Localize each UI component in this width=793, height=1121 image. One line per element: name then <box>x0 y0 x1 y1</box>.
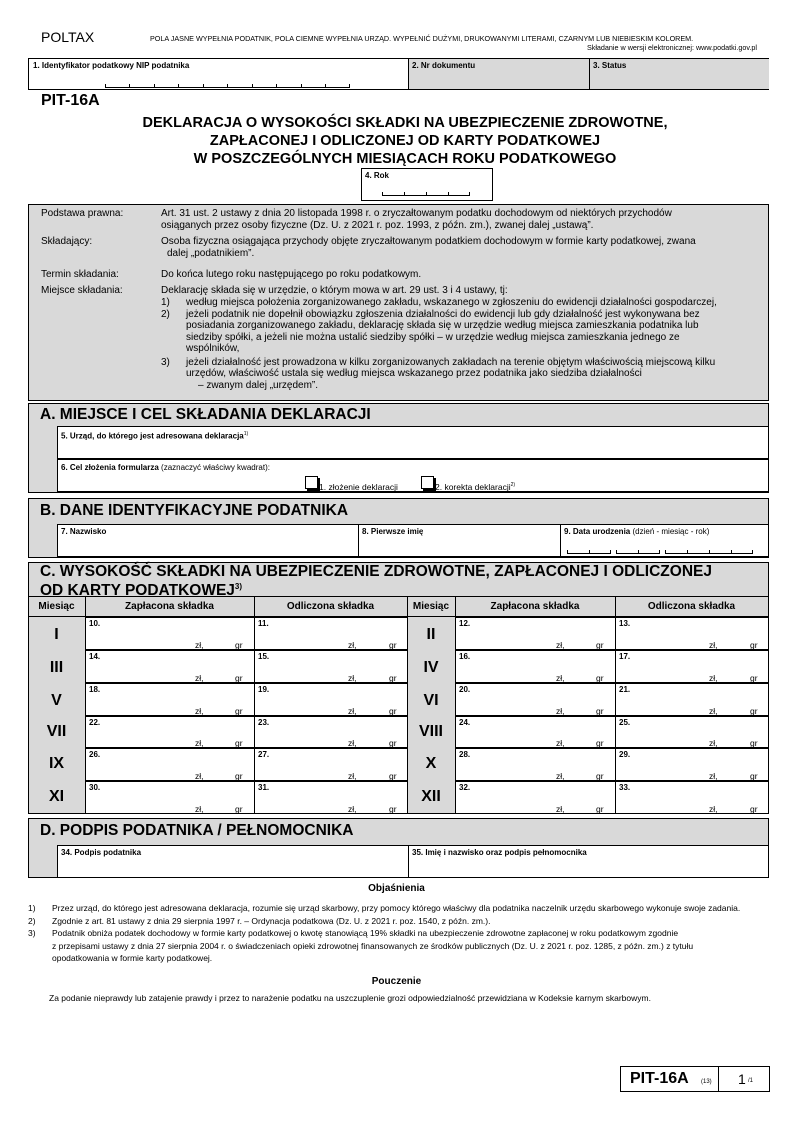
brand-logo: POLTAX <box>41 29 95 45</box>
basis-label: Podstawa prawna: <box>41 208 124 219</box>
place-items <box>161 297 757 391</box>
month-label: VIII <box>418 723 443 740</box>
basis-text-2: osiąganych przez osoby fizyczne (Dz. U. z 2021 r. poz. 1993, z późn. zm.), zwanej dalej „ustawą”. <box>161 220 594 231</box>
contributions-table-body <box>28 617 769 814</box>
contributions-table-header <box>28 596 769 617</box>
first-name-label: 8. Pierwsze imię <box>362 527 424 536</box>
deducted-contribution-field[interactable]: 31. zł, gr <box>254 781 408 814</box>
submitter-text-2: dalej „podatnikiem”. <box>167 248 255 259</box>
doc-number-label: 2. Nr dokumentu <box>412 61 476 70</box>
note-item: 2) Zgodnie z art. 81 ustawy z dnia 29 sierpnia 1997 r. – Ordynacja podatkowa (Dz. U. z 2021 r. poz. 1540, z późn. zm.). <box>28 915 491 926</box>
taxpayer-signature-label: 34. Podpis podatnika <box>61 848 142 857</box>
note-item: 1) Przez urząd, do którego jest adresowana deklaracja, rozumie się urząd skarbowy, przy pomocy którego właściwy dla podatnika naczelnik urzędu skarbowego wykonuje swoje zadania. <box>28 903 741 913</box>
footer-form-version: (13) <box>701 1079 712 1085</box>
footer-page-total: /1 <box>748 1078 754 1084</box>
paid-contribution-field[interactable]: 18. zł, gr <box>85 683 255 716</box>
paid-contribution-field[interactable]: 30. zł, gr <box>85 781 255 814</box>
warning-text: Za podanie nieprawdy lub zatajenie prawdy i przez to narażenie podatku na uszczuplenie grozi odpowiedzialność przewidziana w Kodeksie karnym skarbowym. <box>49 993 651 1003</box>
form-title-line2: ZAPŁACONEJ I ODLICZONEJ OD KARTY PODATKOWEJ <box>209 133 601 149</box>
submitter-label: Składający: <box>41 236 93 247</box>
section-d-title: D. PODPIS PODATNIKA / PEŁNOMOCNIKA <box>40 822 354 839</box>
paid-contribution-field[interactable]: 16. zł, gr <box>455 650 616 683</box>
month-label: VI <box>423 692 439 709</box>
col-deducted-right: Odliczona składka <box>647 601 736 612</box>
note-item: 3) Podatnik obniża podatek dochodowy w formie karty podatkowej o kwotę stanowiącą 19% składki na ubezpieczenie zdrowotne zapłaconej w roku podatkowym zgodnie z przepisami ustawy z dnia 27 sierpnia 2004 r. o świadczeniach opieki zdrowotnej finansowanych ze środków publicznych (Dz. U. z 2021 r. poz. 1285, z późn. zm.) z tytułu opodatkowania w formie karty podatkowej. <box>28 928 694 963</box>
footer-form-code: PIT-16A <box>630 1070 689 1087</box>
section-b-title: B. DANE IDENTYFIKACYJNE PODATNIKA <box>40 502 349 519</box>
proxy-signature-field[interactable] <box>408 845 769 878</box>
deducted-contribution-field[interactable]: 25. zł, gr <box>615 716 769 748</box>
deducted-contribution-field[interactable]: 19. zł, gr <box>254 683 408 716</box>
section-a-title: A. MIEJSCE I CEL SKŁADANIA DEKLARACJI <box>40 406 371 423</box>
office-field[interactable] <box>57 426 769 459</box>
submission-option-label: 1. złożenie deklaracji <box>319 482 398 492</box>
footer-form-id <box>620 1066 770 1092</box>
month-label: IV <box>423 659 439 676</box>
birth-month-boxes <box>616 545 660 554</box>
year-field[interactable] <box>361 168 493 201</box>
deducted-contribution-field[interactable]: 13. zł, gr <box>615 617 769 650</box>
purpose-field <box>57 459 769 492</box>
basis-text-1: Art. 31 ust. 2 ustawy z dnia 20 listopada 1998 r. o zryczałtowanym podatku dochodowym od niektórych przychodów <box>161 208 672 219</box>
col-paid-left: Zapłacona składka <box>125 601 214 612</box>
deducted-contribution-field[interactable]: 15. zł, gr <box>254 650 408 683</box>
deducted-contribution-field[interactable]: 21. zł, gr <box>615 683 769 716</box>
section-c-title-line1: C. WYSOKOŚĆ SKŁADKI NA UBEZPIECZENIE ZDROWOTNE, ZAPŁACONEJ I ODLICZONEJ <box>40 563 712 580</box>
form-title-line3: W POSZCZEGÓLNYCH MIESIĄCACH ROKU PODATKOWEGO <box>193 151 617 167</box>
col-month-right: Miesiąc <box>412 601 450 612</box>
place-item: 1) według miejsca położenia zorganizowanego zakładu, wskazanego w zgłoszeniu do ewidencji działalności gospodarczej, <box>161 297 717 308</box>
birth-date-label: 9. Data urodzenia (dzień - miesiąc - rok) <box>564 527 710 536</box>
surname-label: 7. Nazwisko <box>61 527 107 536</box>
section-b <box>28 498 769 558</box>
deducted-contribution-field[interactable]: 23. zł, gr <box>254 716 408 748</box>
year-digit-boxes <box>382 187 470 196</box>
deducted-contribution-field[interactable]: 29. zł, gr <box>615 748 769 781</box>
form-title <box>40 114 770 168</box>
birth-date-field[interactable] <box>560 524 769 557</box>
deadline-label: Termin składania: <box>41 269 119 280</box>
paid-contribution-field[interactable]: 24. zł, gr <box>455 716 616 748</box>
footer-page-number: 1 <box>738 1071 746 1087</box>
paid-contribution-field[interactable]: 10. zł, gr <box>85 617 255 650</box>
paid-contribution-field[interactable]: 14. zł, gr <box>85 650 255 683</box>
paid-contribution-field[interactable]: 12. zł, gr <box>455 617 616 650</box>
month-label: III <box>49 659 64 676</box>
month-label: V <box>51 692 62 709</box>
paid-contribution-field[interactable]: 22. zł, gr <box>85 716 255 748</box>
paid-contribution-field[interactable]: 28. zł, gr <box>455 748 616 781</box>
taxpayer-signature-field[interactable] <box>57 845 409 878</box>
birth-day-boxes <box>567 545 611 554</box>
month-label: XI <box>48 788 65 805</box>
col-paid-right: Zapłacona składka <box>490 601 580 612</box>
month-label: VII <box>46 723 67 740</box>
col-month-left: Miesiąc <box>38 601 75 612</box>
place-item: 2) jeżeli podatnik nie dopełnił obowiązku zgłoszenia działalności do ewidencji lub gdy działalność jest wykonywana bez posiadania zorganizowanego zakładu, deklarację składa się w urzędzie według miejsca zamieszkania podatnika lub siedziby spółki, a jeżeli nie można ustalić siedziby spółki – w urzędzie według miejsca zamieszkania jednego ze wspólników, <box>161 308 700 354</box>
place-text: Deklarację składa się w urzędzie, o którym mowa w art. 29 ust. 3 i 4 ustawy, tj: <box>161 285 508 296</box>
month-label: XII <box>421 788 441 805</box>
doc-number-field <box>408 59 589 89</box>
status-label: 3. Status <box>593 61 627 70</box>
office-label: 5. Urząd, do którego jest adresowana deklaracja$^{1)}$ <box>61 431 249 441</box>
deadline-text: Do końca lutego roku następującego po roku podatkowym. <box>161 269 422 280</box>
purpose-label: 6. Cel złożenia formularza (zaznaczyć właściwy kwadrat): <box>61 463 270 472</box>
proxy-signature-label: 35. Imię i nazwisko oraz podpis pełnomocnika <box>412 848 587 857</box>
notes-title: Objaśnienia <box>368 883 425 894</box>
form-code: PIT-16A <box>41 92 100 109</box>
correction-option-label: 2. korekta deklaracji$^{2)}$ <box>435 482 516 492</box>
electronic-submission-note: Składanie w wersji elektronicznej: www.podatki.gov.pl <box>586 43 757 52</box>
paid-contribution-field[interactable]: 32. zł, gr <box>455 781 616 814</box>
correction-checkbox[interactable] <box>421 476 434 489</box>
fill-instructions: POLA JASNE WYPEŁNIA PODATNIK, POLA CIEMNE WYPEŁNIA URZĄD. WYPEŁNIĆ DUŻYMI, DRUKOWANYMI LITERAMI, CZARNYM LUB NIEBIESKIM KOLOREM. <box>150 34 694 43</box>
notes-list <box>28 902 769 965</box>
first-name-field[interactable] <box>358 524 561 557</box>
place-label: Miejsce składania: <box>41 285 123 296</box>
place-item: 3) jeżeli działalność jest prowadzona w kilku zorganizowanych zakładach na terenie objętym właściwością miejscową kilku urzędów, właściwość ustala się według miejsca wskazanego przez podatnika jako siedziba działalności – zwanym dalej „urzędem”. <box>161 356 716 391</box>
paid-contribution-field[interactable]: 26. zł, gr <box>85 748 255 781</box>
section-c-title <box>40 564 712 598</box>
nip-field[interactable] <box>29 59 408 89</box>
birth-year-boxes <box>665 545 753 554</box>
submitter-text-1: Osoba fizyczna osiągająca przychody objęte zryczałtowanym podatkiem dochodowym w formie karty podatkowej, zwana <box>161 236 696 247</box>
section-c-title-line2: OD KARTY PODATKOWEJ$^{3)}$ <box>40 582 243 600</box>
submission-checkbox[interactable] <box>305 476 318 489</box>
month-label: II <box>426 626 436 643</box>
col-deducted-left: Odliczona składka <box>286 601 375 612</box>
top-fields-row <box>28 58 769 90</box>
month-label: IX <box>48 755 65 772</box>
year-label: 4. Rok <box>365 171 390 180</box>
warning-title: Pouczenie <box>371 976 422 987</box>
section-a <box>28 403 769 493</box>
deducted-contribution-field[interactable]: 33. zł, gr <box>615 781 769 814</box>
deducted-contribution-field[interactable]: 27. zł, gr <box>254 748 408 781</box>
surname-field[interactable] <box>57 524 359 557</box>
form-title-line1: DEKLARACJA O WYSOKOŚCI SKŁADKI NA UBEZPIECZENIE ZDROWOTNE, <box>142 115 668 131</box>
deducted-contribution-field[interactable]: 17. zł, gr <box>615 650 769 683</box>
nip-label: 1. Identyfikator podatkowy NIP podatnika <box>33 61 190 70</box>
month-label: I <box>54 626 59 643</box>
deducted-contribution-field[interactable]: 11. zł, gr <box>254 617 408 650</box>
month-label: X <box>425 755 437 772</box>
paid-contribution-field[interactable]: 20. zł, gr <box>455 683 616 716</box>
status-field <box>589 59 769 89</box>
section-d <box>28 818 769 878</box>
nip-digit-boxes <box>105 79 350 88</box>
